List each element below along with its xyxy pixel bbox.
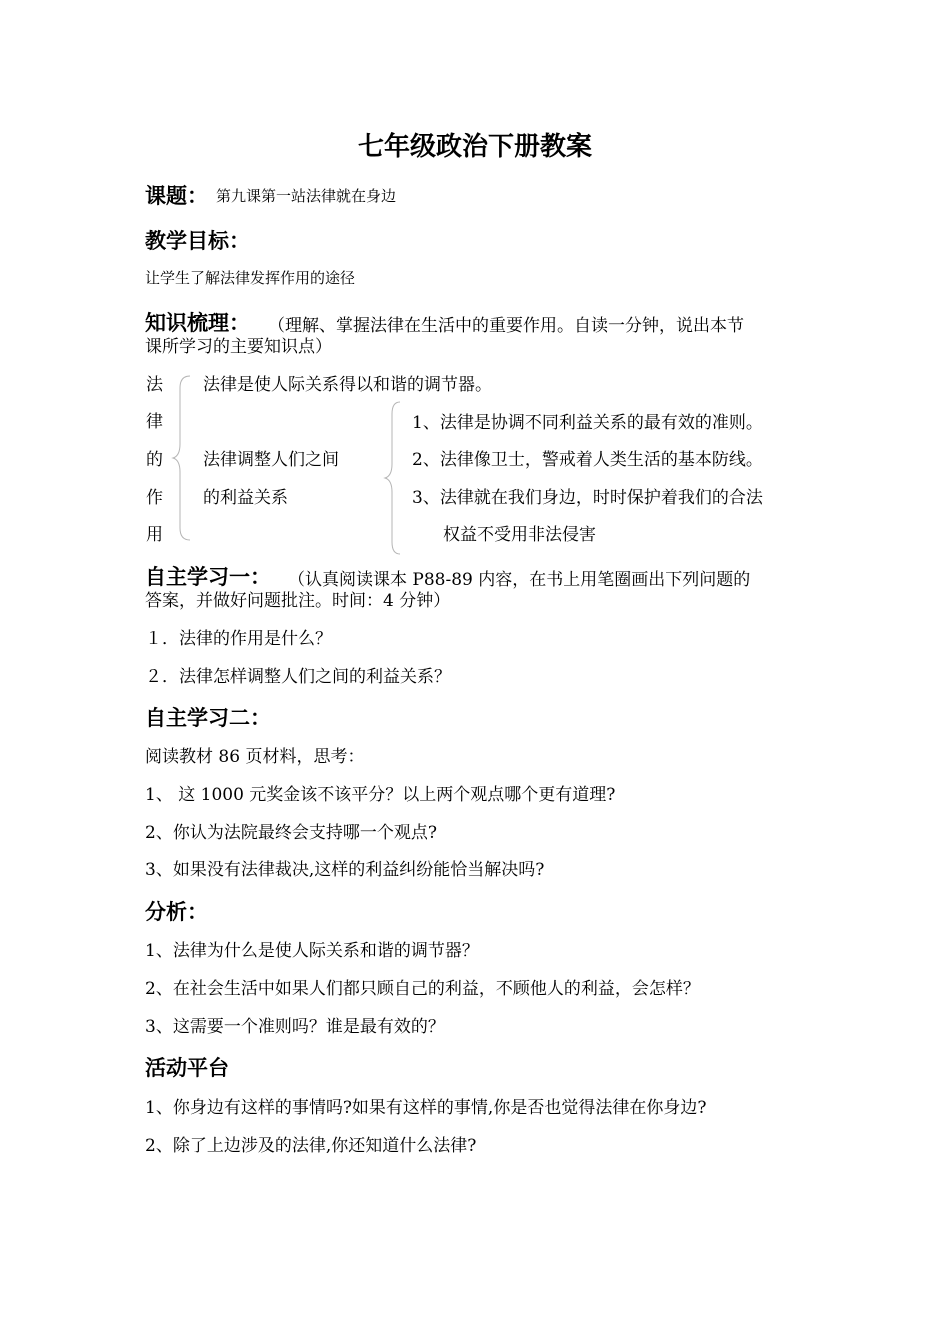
question-item: ２．法律怎样调整人们之间的利益关系？ bbox=[145, 667, 451, 687]
vertical-char: 法 bbox=[146, 375, 163, 395]
question-item: 1、法律为什么是使人际关系和谐的调节器？ bbox=[145, 941, 479, 961]
document-title: 七年级政治下册教案 bbox=[357, 132, 592, 162]
question-item: １．法律的作用是什么？ bbox=[145, 629, 332, 649]
left-brace-icon bbox=[170, 374, 194, 542]
analysis-heading: 分析： bbox=[145, 900, 208, 924]
vertical-char: 用 bbox=[146, 525, 163, 545]
question-item: 2、你认为法院最终会支持哪一个观点? bbox=[145, 823, 437, 843]
goals-text: 让学生了解法律发挥作用的途径 bbox=[145, 269, 356, 287]
right-brace-icon bbox=[380, 400, 404, 556]
goals-heading: 教学目标： bbox=[145, 229, 250, 253]
branch-item: 法律调整人们之间 bbox=[203, 450, 339, 470]
self-study-2-intro: 阅读教材 86 页材料，思考： bbox=[145, 747, 365, 767]
sub-item: 2、法律像卫士，警戒着人类生活的基本防线。 bbox=[412, 450, 763, 470]
branch-item-continued: 的利益关系 bbox=[203, 488, 288, 508]
question-item: 1、你身边有这样的事情吗?如果有这样的事情,你是否也觉得法律在你身边? bbox=[145, 1098, 707, 1118]
question-item: 2、除了上边涉及的法律,你还知道什么法律? bbox=[145, 1136, 477, 1156]
self-study-2-heading: 自主学习二： bbox=[145, 706, 271, 730]
branch-item: 法律是使人际关系得以和谐的调节器。 bbox=[203, 375, 492, 395]
question-item: 2、在社会生活中如果人们都只顾自己的利益，不顾他人的利益，会怎样？ bbox=[145, 979, 700, 999]
sub-item-continued: 权益不受用非法侵害 bbox=[443, 525, 596, 545]
topic-value: 第九课第一站法律就在身边 bbox=[216, 187, 397, 205]
knowledge-note-line1: （理解、掌握法律在生活中的重要作用。自读一分钟，说出本节 bbox=[268, 316, 744, 336]
self-study-1-note-line2: 答案，并做好问题批注。时间：4 分钟） bbox=[145, 591, 451, 611]
self-study-1-heading: 自主学习一： bbox=[145, 565, 271, 589]
question-item: 3、这需要一个准则吗？谁是最有效的？ bbox=[145, 1017, 445, 1037]
question-item: 1、 这 1000 元奖金该不该平分？以上两个观点哪个更有道理? bbox=[145, 785, 616, 805]
sub-item: 3、法律就在我们身边，时时保护着我们的合法 bbox=[412, 488, 763, 508]
vertical-char: 作 bbox=[146, 488, 163, 508]
question-item: 3、如果没有法律裁决,这样的利益纠纷能恰当解决吗? bbox=[145, 860, 545, 880]
knowledge-note-line2: 课所学习的主要知识点） bbox=[145, 337, 332, 357]
activity-heading: 活动平台 bbox=[145, 1056, 229, 1080]
topic-label: 课题： bbox=[145, 184, 208, 208]
vertical-char: 律 bbox=[146, 412, 163, 432]
vertical-char: 的 bbox=[146, 450, 163, 470]
self-study-1-note-line1: （认真阅读课本 P88-89 内容，在书上用笔圈画出下列问题的 bbox=[288, 570, 751, 590]
knowledge-heading: 知识梳理： bbox=[145, 311, 250, 335]
sub-item: 1、法律是协调不同利益关系的最有效的准则。 bbox=[412, 413, 763, 433]
